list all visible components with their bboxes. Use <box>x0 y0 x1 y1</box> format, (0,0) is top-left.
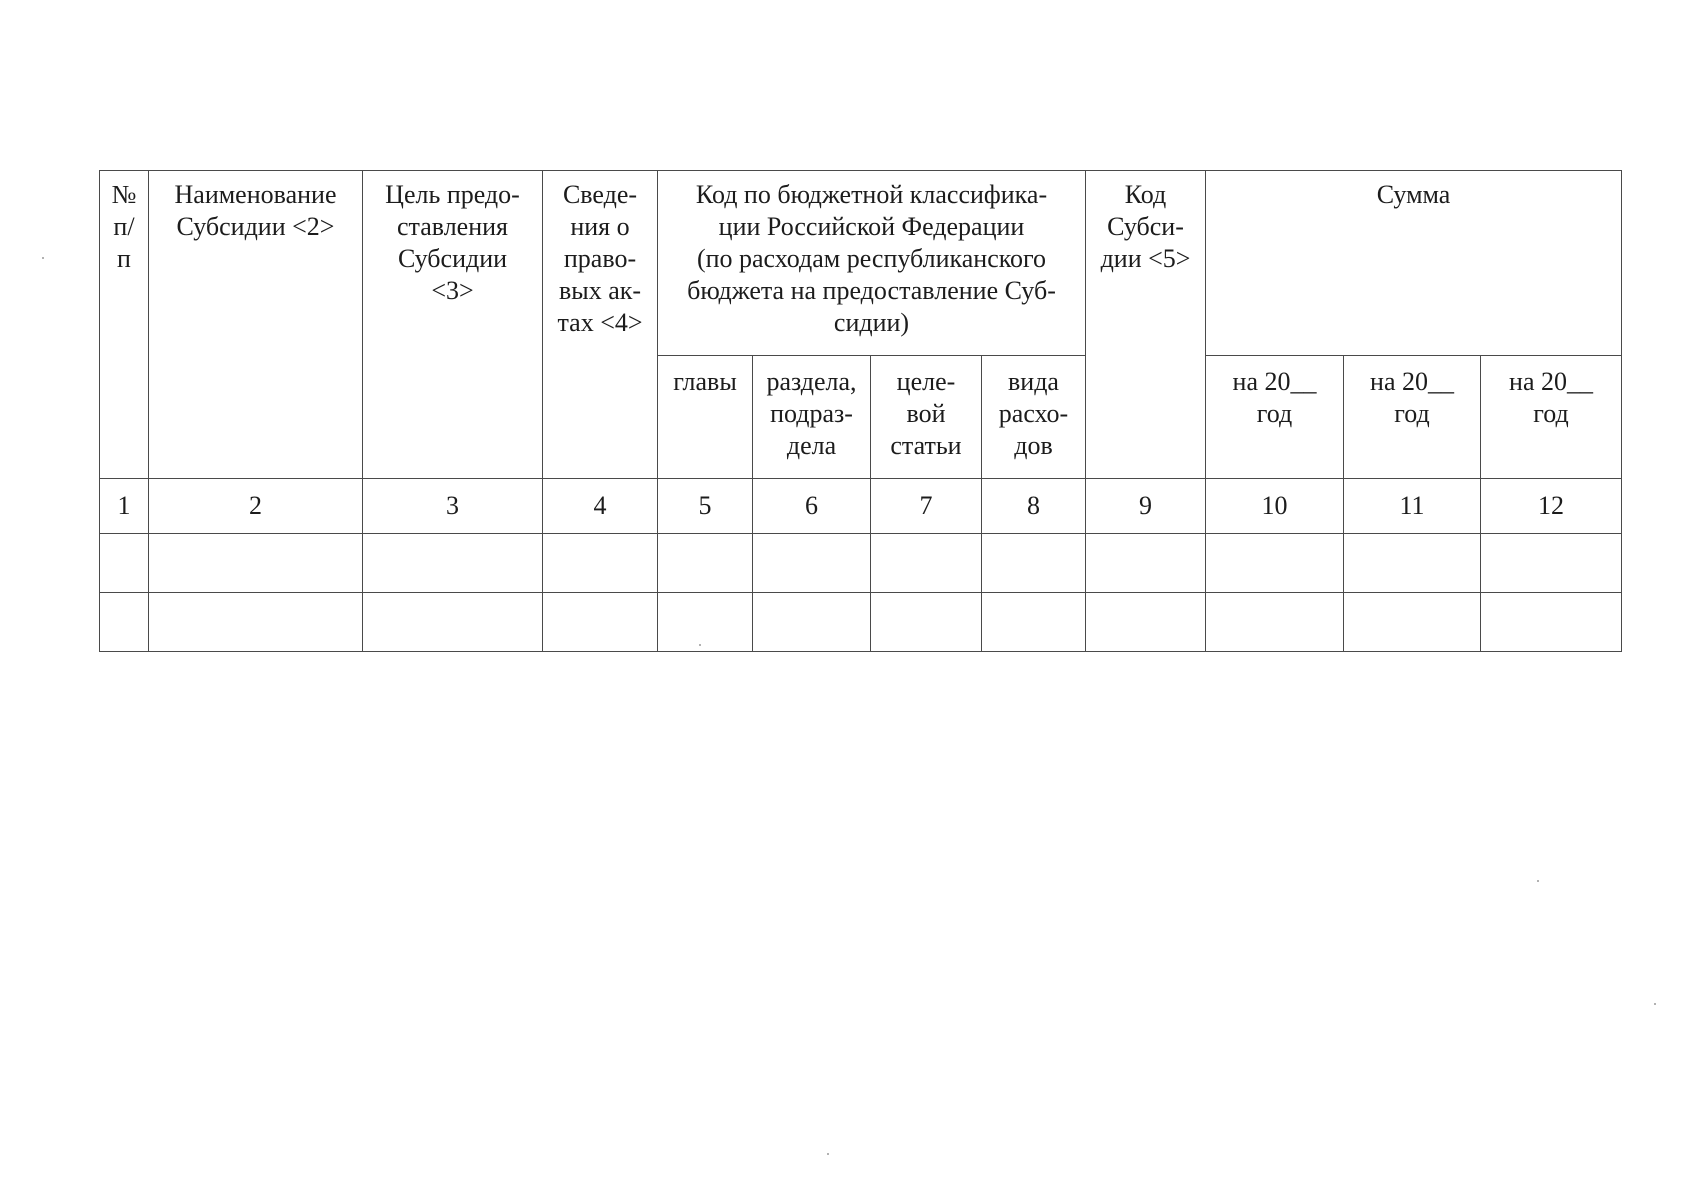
empty-cell <box>1344 593 1481 652</box>
empty-cell <box>753 534 871 593</box>
empty-cell <box>149 593 363 652</box>
empty-cell <box>100 593 149 652</box>
column-number: 10 <box>1206 479 1344 534</box>
column-number: 12 <box>1481 479 1622 534</box>
header-sum: Сумма <box>1206 171 1622 356</box>
header-subsidy-name: Наименование Субсидии <2> <box>149 171 363 479</box>
empty-cell <box>1206 534 1344 593</box>
header-target-article: целе- вой статьи <box>871 356 982 479</box>
scan-speck <box>1654 1003 1656 1005</box>
subsidy-table <box>99 170 1622 652</box>
empty-cell <box>543 593 658 652</box>
empty-table-row <box>100 534 1622 593</box>
column-number: 3 <box>363 479 543 534</box>
scan-speck <box>42 257 44 259</box>
empty-cell <box>1086 593 1206 652</box>
empty-cell <box>871 534 982 593</box>
header-sum-year-1: на 20__ год <box>1206 356 1344 479</box>
header-chapter: главы <box>658 356 753 479</box>
empty-cell <box>1086 534 1206 593</box>
empty-cell <box>982 593 1086 652</box>
empty-cell <box>658 593 753 652</box>
scan-speck <box>1537 880 1539 882</box>
column-number: 1 <box>100 479 149 534</box>
column-number: 4 <box>543 479 658 534</box>
empty-table-row <box>100 593 1622 652</box>
column-number: 9 <box>1086 479 1206 534</box>
empty-cell <box>363 534 543 593</box>
empty-cell <box>1481 534 1622 593</box>
empty-cell <box>543 534 658 593</box>
empty-cell <box>1206 593 1344 652</box>
empty-cell <box>658 534 753 593</box>
column-number: 8 <box>982 479 1086 534</box>
empty-cell <box>753 593 871 652</box>
header-row-top <box>100 171 1622 356</box>
header-num: № п/ п <box>100 171 149 479</box>
column-number: 2 <box>149 479 363 534</box>
header-section: раздела, подраз- дела <box>753 356 871 479</box>
column-number: 11 <box>1344 479 1481 534</box>
scan-speck <box>827 1153 829 1155</box>
header-sum-year-2: на 20__ год <box>1344 356 1481 479</box>
empty-cell <box>149 534 363 593</box>
empty-cell <box>363 593 543 652</box>
column-number: 5 <box>658 479 753 534</box>
empty-cell <box>1344 534 1481 593</box>
header-expense-type: вида расхо- дов <box>982 356 1086 479</box>
header-subsidy-code: Код Субси- дии <5> <box>1086 171 1206 479</box>
empty-cell <box>871 593 982 652</box>
column-number-row <box>100 479 1622 534</box>
header-budget-classification: Код по бюджетной классифика- ции Российской Федерации (по расходам республиканского бюджета на предоставление Суб- сидии) <box>658 171 1086 356</box>
column-number: 7 <box>871 479 982 534</box>
column-number: 6 <box>753 479 871 534</box>
empty-cell <box>1481 593 1622 652</box>
empty-cell <box>982 534 1086 593</box>
header-subsidy-goal: Цель предо- ставления Субсидии <3> <box>363 171 543 479</box>
header-sum-year-3: на 20__ год <box>1481 356 1622 479</box>
scan-speck <box>699 644 701 646</box>
empty-cell <box>100 534 149 593</box>
header-legal-acts: Сведе- ния о право- вых ак- тах <4> <box>543 171 658 479</box>
